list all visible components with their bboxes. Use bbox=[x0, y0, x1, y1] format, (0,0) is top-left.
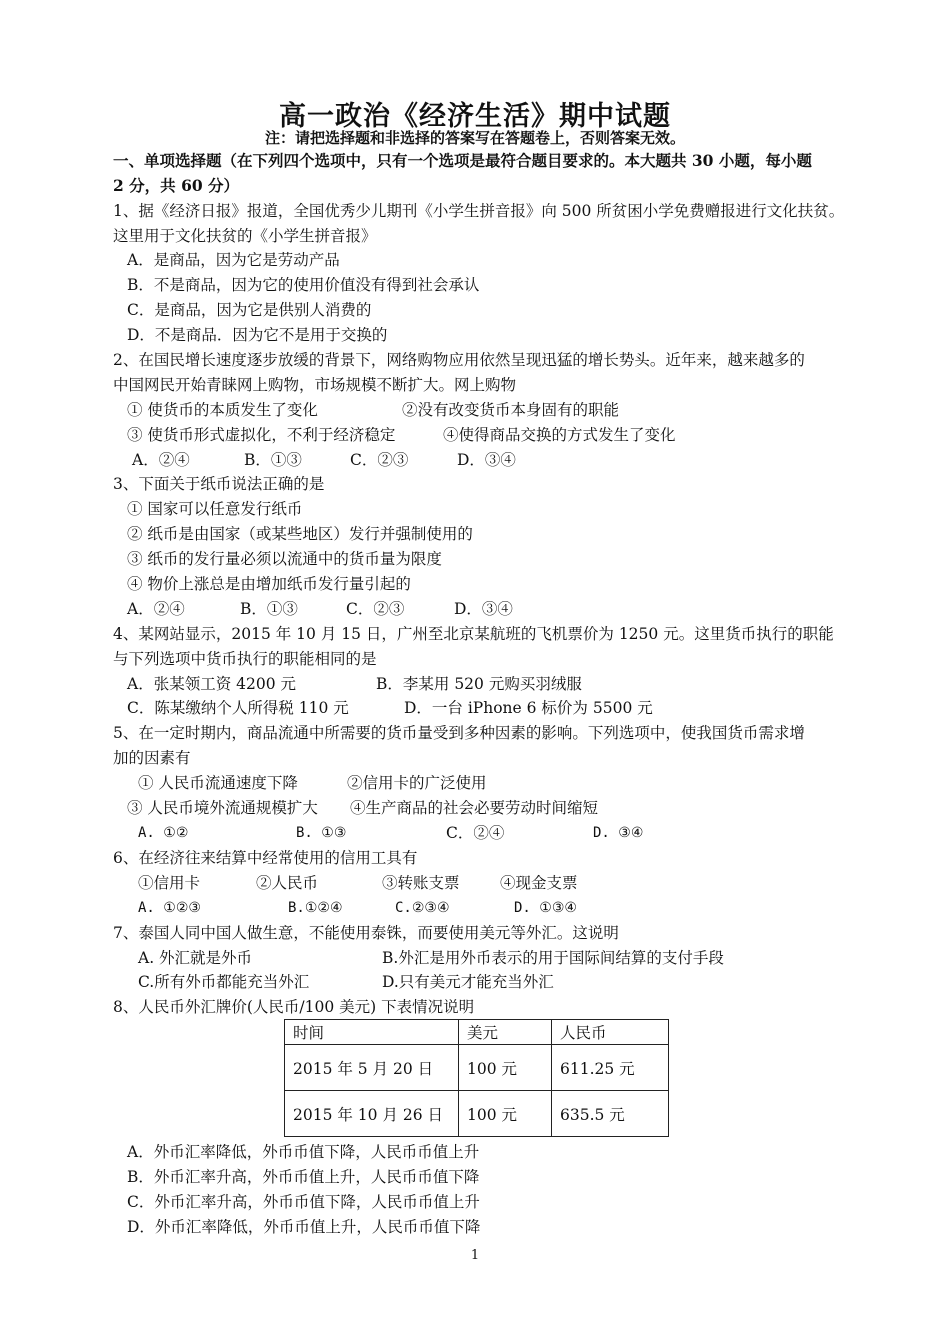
question-5-option-a: A. ①② bbox=[138, 825, 189, 841]
question-1-stem-cont: 这里用于文化扶贫的《小学生拼音报》 bbox=[113, 227, 377, 245]
question-7-option-a: A. 外汇就是外币 bbox=[138, 949, 253, 967]
question-1-stem: 1、据《经济日报》报道，全国优秀少儿期刊《小学生拼音报》向 500 所贫困小学免费赠报进行文化扶贫。 bbox=[113, 202, 845, 220]
question-1-option-a: A．是商品，因为它是劳动产品 bbox=[127, 251, 340, 269]
question-5-statement-2: ②信用卡的广泛使用 bbox=[347, 774, 487, 792]
question-6-statement-2: ②人民币 bbox=[256, 874, 319, 892]
question-6-option-d: D. ①③④ bbox=[514, 900, 577, 916]
table-header-row bbox=[285, 1020, 669, 1045]
table-row bbox=[285, 1045, 669, 1091]
table-header-cell: 人民币 bbox=[552, 1020, 669, 1045]
question-8-option-a: A．外币汇率降低，外币币值下降，人民币币值上升 bbox=[127, 1143, 480, 1161]
question-2-statement-3: ③ 使货币形式虚拟化，不利于经济稳定 bbox=[127, 426, 396, 444]
question-3-option-b: B．①③ bbox=[240, 600, 298, 618]
question-5-statement-1: ① 人民币流通速度下降 bbox=[138, 774, 298, 792]
question-5-statement-3: ③ 人民币境外流通规模扩大 bbox=[127, 799, 318, 817]
question-3-statement-2: ② 纸币是由国家（或某些地区）发行并强制使用的 bbox=[127, 525, 473, 543]
question-8-option-b: B．外币汇率升高，外币币值上升，人民币币值下降 bbox=[127, 1168, 480, 1186]
table-cell: 100 元 bbox=[459, 1091, 552, 1137]
question-2-stem-cont: 中国网民开始青睐网上购物，市场规模不断扩大。网上购物 bbox=[113, 376, 517, 394]
question-4-stem: 4、某网站显示，2015 年 10 月 15 日，广州至北京某航班的飞机票价为 1250 元。这里货币执行的职能 bbox=[113, 625, 834, 643]
question-6-option-a: A. ①②③ bbox=[138, 900, 201, 916]
question-6-option-b: B.①②④ bbox=[288, 900, 343, 916]
question-5-statement-4: ④生产商品的社会必要劳动时间缩短 bbox=[350, 799, 599, 817]
table-cell: 611.25 元 bbox=[552, 1045, 669, 1091]
question-2-option-b: B．①③ bbox=[244, 451, 302, 469]
answer-note: 注：请把选择题和非选择的答案写在答题卷上，否则答案无效。 bbox=[264, 129, 685, 147]
section-heading: 一、单项选择题（在下列四个选项中，只有一个选项是最符合题目要求的。本大题共 30 小题，每小题 bbox=[113, 151, 812, 170]
question-4-stem-cont: 与下列选项中货币执行的职能相同的是 bbox=[113, 650, 377, 668]
question-1-option-c: C．是商品，因为它是供别人消费的 bbox=[127, 301, 372, 319]
question-2-option-c: C．②③ bbox=[350, 451, 409, 469]
question-3-option-c: C．②③ bbox=[346, 600, 405, 618]
question-3-stem: 3、下面关于纸币说法正确的是 bbox=[113, 475, 325, 493]
page-number: 1 bbox=[470, 1248, 480, 1263]
question-6-stem: 6、在经济往来结算中经常使用的信用工具有 bbox=[113, 849, 418, 867]
question-2-statement-4: ④使得商品交换的方式发生了变化 bbox=[443, 426, 676, 444]
question-2-stem: 2、在国民增长速度逐步放缓的背景下，网络购物应用依然呈现迅猛的增长势头。近年来，越来越多的 bbox=[113, 351, 805, 369]
question-5-option-d: D. ③④ bbox=[593, 825, 644, 841]
question-8-option-c: C．外币汇率升高，外币币值下降，人民币币值上升 bbox=[127, 1193, 480, 1211]
table-header-cell: 时间 bbox=[285, 1020, 459, 1045]
question-7-option-d: D.只有美元才能充当外汇 bbox=[382, 973, 554, 991]
table-header-cell: 美元 bbox=[459, 1020, 552, 1045]
question-3-statement-3: ③ 纸币的发行量必须以流通中的货币量为限度 bbox=[127, 550, 442, 568]
question-3-statement-1: ① 国家可以任意发行纸币 bbox=[127, 500, 303, 518]
question-1-option-d: D．不是商品．因为它不是用于交换的 bbox=[127, 326, 388, 344]
question-8-option-d: D．外币汇率降低，外币币值上升，人民币币值下降 bbox=[127, 1218, 481, 1236]
table-cell: 2015 年 5 月 20 日 bbox=[285, 1045, 459, 1091]
question-7-option-b: B.外汇是用外币表示的用于国际间结算的支付手段 bbox=[382, 949, 724, 967]
question-1-option-b: B．不是商品，因为它的使用价值没有得到社会承认 bbox=[127, 276, 480, 294]
question-2-option-d: D．③④ bbox=[457, 451, 516, 469]
question-4-option-d: D．一台 iPhone 6 标价为 5500 元 bbox=[404, 699, 653, 717]
question-6-statement-3: ③转账支票 bbox=[382, 874, 460, 892]
question-2-statement-2: ②没有改变货币本身固有的职能 bbox=[402, 401, 620, 419]
question-5-option-b: B. ①③ bbox=[296, 825, 347, 841]
table-cell: 635.5 元 bbox=[552, 1091, 669, 1137]
question-6-statement-4: ④现金支票 bbox=[500, 874, 578, 892]
question-3-option-a: A．②④ bbox=[127, 600, 185, 618]
table-cell: 2015 年 10 月 26 日 bbox=[285, 1091, 459, 1137]
question-6-statement-1: ①信用卡 bbox=[138, 874, 201, 892]
question-4-option-a: A．张某领工资 4200 元 bbox=[127, 675, 296, 693]
question-3-option-d: D．③④ bbox=[454, 600, 513, 618]
question-6-option-c: C.②③④ bbox=[395, 900, 450, 916]
question-7-option-c: C.所有外币都能充当外汇 bbox=[138, 973, 310, 991]
question-8-stem: 8、人民币外汇牌价(人民币/100 美元) 下表情况说明 bbox=[113, 998, 475, 1016]
section-heading-cont: 2 分，共 60 分） bbox=[113, 176, 240, 195]
question-7-stem: 7、泰国人同中国人做生意，不能使用泰铢，而要使用美元等外汇。这说明 bbox=[113, 924, 619, 942]
table-cell: 100 元 bbox=[459, 1045, 552, 1091]
question-5-stem-cont: 加的因素有 bbox=[113, 749, 191, 767]
question-2-statement-1: ① 使货币的本质发生了变化 bbox=[127, 401, 318, 419]
question-3-statement-4: ④ 物价上涨总是由增加纸币发行量引起的 bbox=[127, 575, 411, 593]
question-4-option-c: C．陈某缴纳个人所得税 110 元 bbox=[127, 699, 349, 717]
question-5-option-c: C．②④ bbox=[446, 824, 505, 842]
exchange-rate-table bbox=[284, 1019, 669, 1137]
question-2-option-a: A．②④ bbox=[132, 451, 190, 469]
page-title: 高一政治《经济生活》期中试题 bbox=[279, 101, 671, 132]
question-4-option-b: B．李某用 520 元购买羽绒服 bbox=[376, 675, 582, 693]
question-5-stem: 5、在一定时期内，商品流通中所需要的货币量受到多种因素的影响。下列选项中，使我国货币需求增 bbox=[113, 724, 805, 742]
table-row bbox=[285, 1091, 669, 1137]
